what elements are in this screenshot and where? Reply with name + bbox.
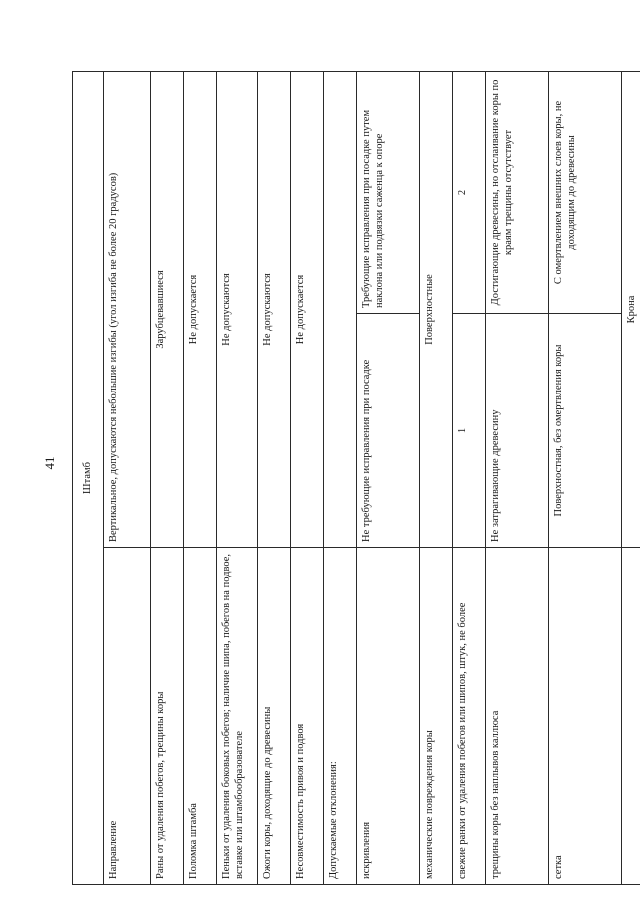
row-value: Вертикальное, допускаются небольшие изгибы (угол изгиба не более 20 градусов)	[104, 71, 151, 547]
row-label: искривления	[357, 548, 420, 885]
table-row	[217, 71, 258, 884]
row-label: свежие ранки от удаления побегов или шипов, штук, не более	[453, 548, 486, 885]
row-value: Не допускается	[184, 71, 217, 547]
table-rotator	[72, 72, 637, 885]
table-row	[357, 71, 420, 884]
section-row-stem	[73, 71, 104, 884]
table-row	[549, 71, 622, 884]
row-label: сетка	[549, 548, 622, 885]
table-row	[486, 71, 549, 884]
row-label: механические повреждения коры	[420, 548, 453, 885]
row-value: Не допускается	[291, 71, 324, 547]
table-row	[258, 71, 291, 884]
row-value-col1: Не требующие исправления при посадке	[357, 314, 420, 548]
row-label: Направление	[104, 548, 151, 885]
row-value-col2: Требующие исправления при посадке путем наклона или подвязки саженца к опоре	[357, 71, 420, 313]
row-label: Несовместимость привоя и подвоя	[291, 548, 324, 885]
row-value-col2: С омертвлением внешних слоев коры, не доходящим до древесины	[549, 71, 622, 313]
table-row	[104, 71, 151, 884]
table-row	[453, 71, 486, 884]
row-value-col2: 2	[453, 71, 486, 313]
section-row-crown	[622, 71, 640, 884]
row-value-col1: Поверхностная, без омертвления коры	[549, 314, 622, 548]
row-value-empty	[324, 71, 357, 547]
row-label: Раны от удаления побегов, трещины коры	[151, 548, 184, 885]
section-header-crown: Крона	[622, 71, 640, 547]
row-label: Допускаемые отклонения:	[324, 548, 357, 885]
row-label: трещины коры без наплывов каллюса	[486, 548, 549, 885]
row-value: Поверхностные	[420, 71, 453, 547]
table-row	[324, 71, 357, 884]
row-value-col1: 1	[453, 314, 486, 548]
row-value-col2: Достигающие древесины, но отслаивание коры по краям трещины отсутствует	[486, 71, 549, 313]
row-value: Не допускаются	[217, 71, 258, 547]
table-row	[151, 71, 184, 884]
row-value: Зарубцевавшиеся	[151, 71, 184, 547]
row-label: Ожоги коры, доходящие до древесины	[258, 548, 291, 885]
table-row	[184, 71, 217, 884]
table-row	[291, 71, 324, 884]
requirements-table	[72, 71, 640, 885]
section-header-stem: Штамб	[73, 71, 104, 884]
rotated-table-area	[72, 72, 640, 879]
row-label: Пеньки от удаления боковых побегов; наличие шипа, побегов на подвое, вставке или штамбообразователе	[217, 548, 258, 885]
row-label: Поломка штамба	[184, 548, 217, 885]
row-value-col1: Не затрагивающие древесину	[486, 314, 549, 548]
row-value: Не допускаются	[258, 71, 291, 547]
table-row	[420, 71, 453, 884]
crown-spacer	[622, 548, 640, 885]
page-number: 41	[42, 456, 57, 470]
